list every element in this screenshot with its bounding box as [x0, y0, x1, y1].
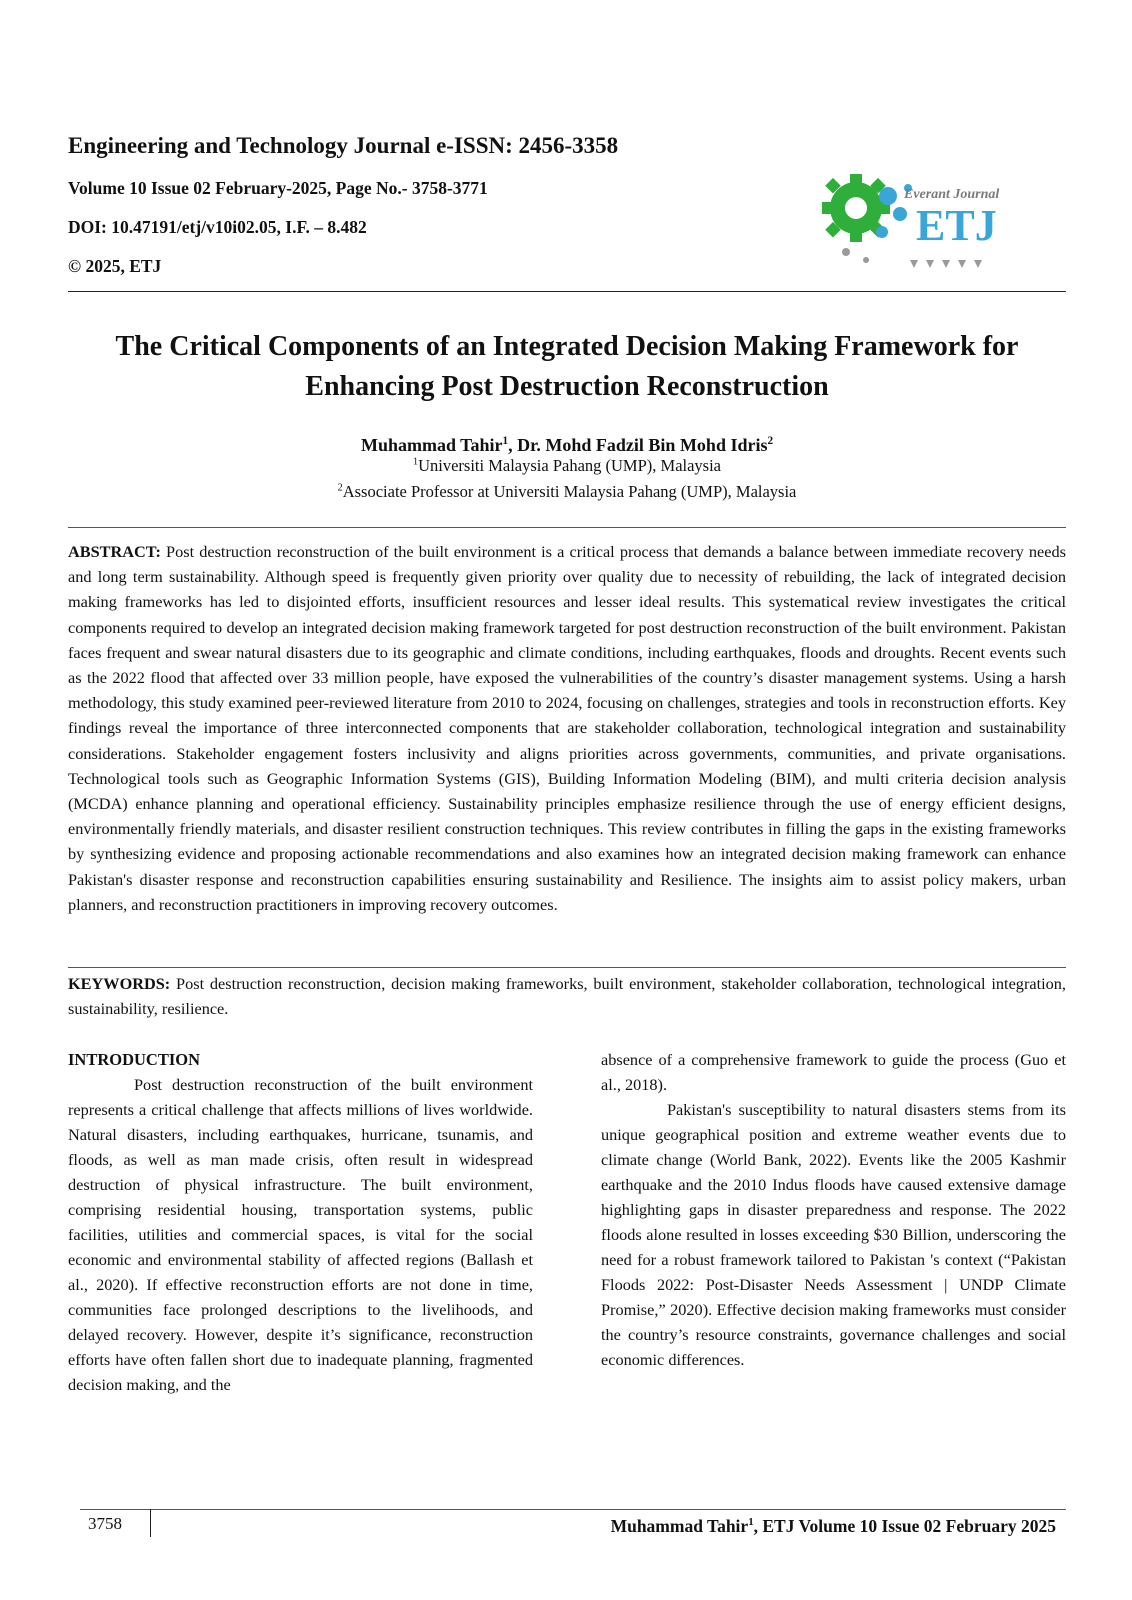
intro-paragraph-1: Post destruction reconstruction of the built environment represents a critical challenge that affects millions of lives worldwide. Natural disasters, including earthquakes, hurricane, tsunamis, and floods, as well as man made crisis, often result in widespread destruction of physical infrastructure. The built environment, comprising residential housing, transportation systems, public facilities, utilities and commercial spaces, is vital for the social economic and environmental stability of affected regions (Ballash et al., 2020). If effective reconstruction efforts are not done in time, communities face prolonged descriptions to the livelihoods, and delayed recovery. However, despite it’s significance, reconstruction efforts have often fallen short due to inadequate planning, fragmented decision making, and the — [68, 1075, 533, 1394]
abstract-text: Post destruction reconstruction of the built environment is a critical process that demands a balance between immediate recovery needs and long term sustainability. Although speed is frequently given priority over quality due to necessity of rebuilding, the lack of integrated decision making frameworks has led to disjointed efforts, insufficient resources and lesser ideal results. This systematical review investigates the critical components required to develop an integrated decision making framework targeted for post destruction reconstruction of the built environment. Pakistan faces frequent and swear natural disasters due to its geographic and climate conditions, including earthquakes, floods and droughts. Recent events such as the 2022 flood that affected over 33 million people, have exposed the vulnerabilities of the country’s disaster management systems. Using a harsh methodology, this study examined peer-reviewed literature from 2010 to 2024, focusing on challenges, strategies and tools in reconstruction efforts. Key findings reveal the importance of three interconnected components that are stakeholder collaboration, technological integration and sustainability considerations. Stakeholder engagement fosters inclusivity and aligns priorities across governments, communities, and private organisations. Technological tools such as Geographic Information Systems (GIS), Building Information Modeling (BIM), and multi criteria decision analysis (MCDA) enhance planning and operational efficiency. Sustainability principles emphasize resilience through the use of energy efficient designs, environmentally friendly materials, and disaster resilient construction techniques. This review contributes in filling the gaps in the existing frameworks by synthesizing evidence and proposing actionable recommendations and also examines how an integrated decision making framework can enhance Pakistan's disaster response and reconstruction capabilities ensuring sustainability and Resilience. The insights aim to assist policy makers, urban planners, and reconstruction practitioners in improving recovery outcomes. — [68, 542, 1066, 914]
keywords-text: Post destruction reconstruction, decision making frameworks, built environment, stakeholder collaboration, technological integration, sustainability, resilience. — [68, 974, 1066, 1018]
footer-journal-info: , ETJ Volume 10 Issue 02 February 2025 — [753, 1516, 1056, 1536]
column-left — [68, 1047, 533, 1397]
abstract — [68, 539, 1066, 917]
logo-main-text: ETJ — [916, 201, 997, 250]
affiliation-2 — [68, 482, 1066, 502]
author-1: Muhammad Tahir — [360, 435, 503, 455]
water-drops-decoration — [842, 248, 982, 268]
footer-author-superscript: 1 — [748, 1516, 754, 1529]
page-number: 3758 — [88, 1514, 122, 1533]
section-heading-introduction: INTRODUCTION — [68, 1050, 201, 1069]
affiliation-2-superscript: 2 — [337, 482, 343, 494]
volume-info: Volume 10 Issue 02 February-2025, Page No.- 3758-3771 — [68, 178, 488, 198]
copyright-info: © 2025, ETJ — [68, 256, 162, 276]
title-line-1: The Critical Components of an Integrated Decision Making Framework for — [115, 331, 1019, 362]
author-2: Dr. Mohd Fadzil Bin Mohd Idris — [517, 435, 768, 455]
page-number-separator — [150, 1509, 151, 1537]
intro-paragraph-1-continued: absence of a comprehensive framework to guide the process (Guo et al., 2018). — [601, 1050, 1066, 1094]
keywords — [68, 971, 1066, 1021]
affiliation-2-text: Associate Professor at Universiti Malaysia Pahang (UMP), Malaysia — [342, 482, 797, 501]
journal-header — [68, 130, 688, 276]
affiliation-1 — [68, 456, 1066, 476]
affiliation-1-text: Universiti Malaysia Pahang (UMP), Malaysia — [418, 456, 721, 475]
author-separator: , — [508, 435, 518, 455]
author-2-superscript: 2 — [767, 435, 774, 447]
footer-divider — [80, 1509, 1066, 1510]
column-right — [601, 1047, 1066, 1372]
author-list — [68, 434, 1066, 456]
affiliation-1-superscript: 1 — [412, 456, 419, 468]
journal-name: Engineering and Technology Journal e-ISSN: 2456-3358 — [68, 133, 619, 158]
abstract-label: ABSTRACT: — [68, 542, 161, 561]
intro-paragraph-2: Pakistan's susceptibility to natural disasters stems from its unique geographical position and extreme weather events due to climate change (World Bank, 2022). Events like the 2005 Kashmir earthquake and the 2010 Indus floods have caused extensive damage highlighting gaps in disaster preparedness and response. The 2022 floods alone resulted in losses exceeding $30 Billion, underscoring the need for a robust framework tailored to Pakistan 's context (“Pakistan Floods 2022: Post-Disaster Needs Assessment | UNDP Climate Promise,” 2020). Effective decision making frameworks must consider the country’s resource constraints, governance challenges and social economic differences. — [601, 1100, 1066, 1369]
keywords-divider — [68, 967, 1066, 968]
logo-top-text: Everant Journal — [904, 187, 1000, 202]
footer-citation — [611, 1515, 1056, 1537]
title-line-2: Enhancing Post Destruction Reconstruction — [305, 371, 829, 402]
doi-info: DOI: 10.47191/etj/v10i02.05, I.F. – 8.482 — [68, 217, 367, 237]
footer-author: Muhammad Tahir — [610, 1516, 749, 1536]
abstract-top-divider — [68, 527, 1066, 528]
paper-title — [68, 327, 1066, 407]
keywords-label: KEYWORDS: — [68, 974, 171, 993]
author-1-superscript: 1 — [502, 435, 509, 447]
etj-logo — [818, 168, 1038, 278]
header-divider — [68, 291, 1066, 292]
